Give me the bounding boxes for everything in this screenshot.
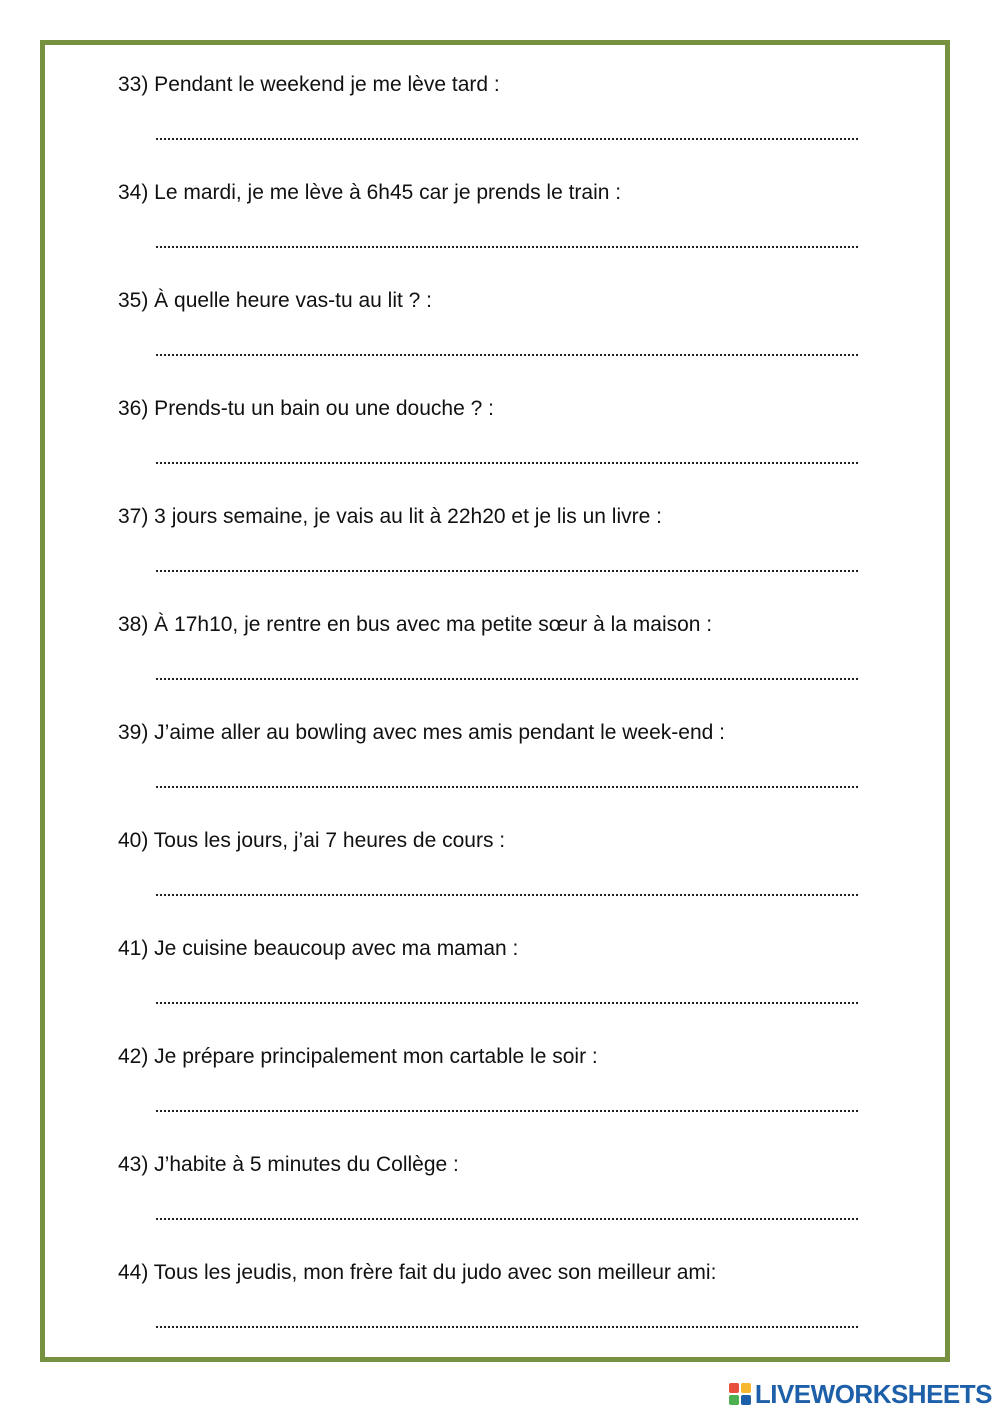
answer-field[interactable]	[156, 1218, 858, 1220]
question-41	[118, 934, 878, 1042]
question-text: 39) J’aime aller au bowling avec mes amis pendant le week-end :	[118, 721, 725, 744]
liveworksheets-logo[interactable]	[729, 1379, 992, 1409]
answer-field[interactable]	[156, 1110, 858, 1112]
question-35	[118, 286, 878, 394]
question-43	[118, 1150, 878, 1258]
logo-text: LIVEWORKSHEETS	[754, 1378, 992, 1409]
question-text: 33) Pendant le weekend je me lève tard :	[118, 73, 500, 96]
question-34	[118, 178, 878, 286]
question-37	[118, 502, 878, 610]
question-text: 37) 3 jours semaine, je vais au lit à 22h20 et je lis un livre :	[118, 505, 662, 528]
answer-field[interactable]	[156, 570, 858, 572]
question-text: 41) Je cuisine beaucoup avec ma maman :	[118, 937, 519, 960]
liveworksheets-logo-icon	[729, 1383, 751, 1405]
answer-field[interactable]	[156, 894, 858, 896]
answer-field[interactable]	[156, 138, 858, 140]
question-list	[118, 70, 878, 1366]
question-text: 43) J’habite à 5 minutes du Collège :	[118, 1153, 459, 1176]
question-text: 36) Prends-tu un bain ou une douche ? :	[118, 397, 494, 420]
question-text: 40) Tous les jours, j’ai 7 heures de cours :	[118, 829, 506, 852]
answer-field[interactable]	[156, 462, 858, 464]
answer-field[interactable]	[156, 1326, 858, 1328]
answer-field[interactable]	[156, 246, 858, 248]
answer-field[interactable]	[156, 1002, 858, 1004]
question-text: 44) Tous les jeudis, mon frère fait du judo avec son meilleur ami:	[118, 1261, 717, 1284]
question-38	[118, 610, 878, 718]
question-44	[118, 1258, 878, 1366]
question-40	[118, 826, 878, 934]
answer-field[interactable]	[156, 678, 858, 680]
question-39	[118, 718, 878, 826]
question-33	[118, 70, 878, 178]
answer-field[interactable]	[156, 354, 858, 356]
question-text: 42) Je prépare principalement mon cartable le soir :	[118, 1045, 598, 1068]
question-42	[118, 1042, 878, 1150]
answer-field[interactable]	[156, 786, 858, 788]
question-text: 34) Le mardi, je me lève à 6h45 car je prends le train :	[118, 181, 622, 204]
question-text: 38) À 17h10, je rentre en bus avec ma petite sœur à la maison :	[118, 613, 713, 636]
question-text: 35) À quelle heure vas-tu au lit ? :	[118, 289, 433, 312]
question-36	[118, 394, 878, 502]
